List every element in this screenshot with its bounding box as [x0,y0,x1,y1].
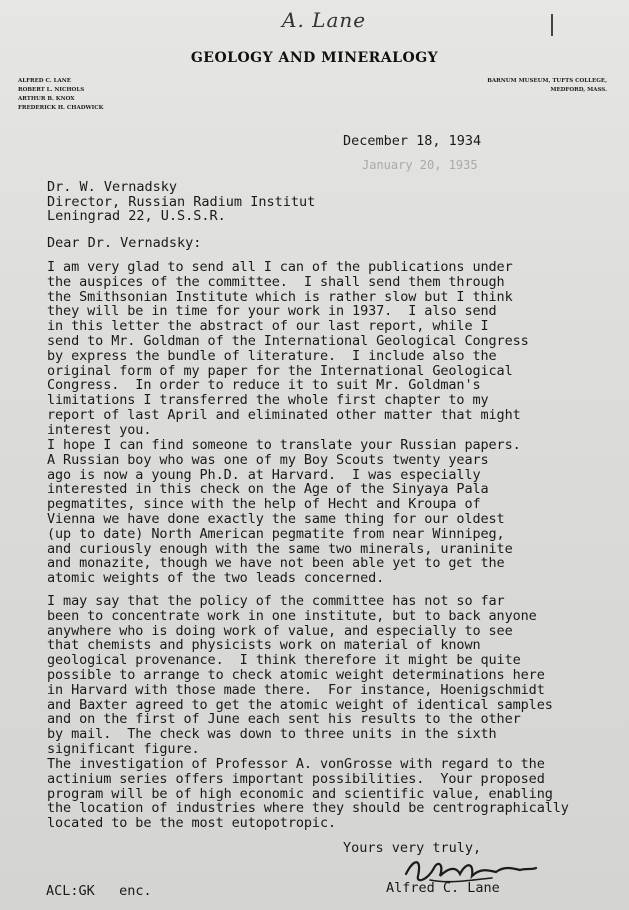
text-line: the auspices of the committee. I shall send them through [47,273,505,290]
text-line: send to Mr. Goldman of the International Geological Congress [47,332,529,349]
text-line: by express the bundle of literature. I include also the [47,347,497,364]
text-line: that chemists and physicists work on material of known [47,637,481,654]
text-line: the Smithsonian Institute which is rather slow but I think [47,288,513,305]
text-line: program will be of high economic and scientific value, enabling [47,785,553,802]
text-line: possible to arrange to check atomic weight determinations here [47,666,545,683]
text-line: The investigation of Professor A. vonGrosse with regard to the [47,756,545,772]
addressee-line: Director, Russian Radium Institut [47,193,316,210]
letter-date: December 18, 1934 [343,133,482,149]
paragraph-4 [47,757,622,831]
text-line: significant figure. [47,740,200,757]
addressee-line: Dr. W. Vernadsky [47,179,178,195]
text-line: I hope I can find someone to translate your Russian papers. [47,437,521,453]
text-line: and curiously enough with the same two minerals, uraninite [47,540,513,557]
text-line: anywhere who is doing work of value, and especially to see [47,622,513,639]
paragraph-2 [47,438,622,586]
letterhead-name: ROBERT L. NICHOLS [18,87,85,93]
text-line: (up to date) North American pegmatite from near Winnipeg, [47,525,505,542]
signer-name: Alfred C. Lane [386,880,500,896]
text-line: and monazite, though we have not been able yet to get the [47,555,505,572]
text-line: interest you. [47,421,152,438]
text-line: original form of my paper for the International Geological [47,362,513,379]
letterhead-address-line: MEDFORD, MASS. [550,87,607,93]
letterhead-name: ALFRED C. LANE [18,78,71,84]
margin-mark [551,14,553,36]
bleed-through-date: January 20, 1935 [362,158,478,172]
text-line: actinium series offers important possibilities. Your proposed [47,770,545,787]
text-line: pegmatites, since with the help of Hecht and Kroupa of [47,496,481,513]
text-line: been to concentrate work in one institute, but to back anyone [47,607,537,624]
addressee-block [47,180,315,224]
text-line: and Baxter agreed to get the atomic weight of identical samples [47,696,553,713]
text-line: and on the first of June each sent his results to the other [47,711,521,728]
text-line: report of last April and eliminated other matter that might [47,406,521,423]
reference-initials: ACL:GK enc. [46,883,152,899]
paragraph-1 [47,260,622,438]
letterhead-names [18,77,103,113]
handwritten-note: A. Lane [282,8,367,32]
text-line: they will be in time for your work in 1937. I also send [47,303,497,320]
letterhead-name: FREDERICK H. CHADWICK [18,105,104,111]
text-line: atomic weights of the two leads concerned. [47,570,385,587]
closing: Yours very truly, [343,840,482,856]
text-line: A Russian boy who was one of my Boy Scouts twenty years [47,451,489,468]
text-line: limitations I transferred the whole first chapter to my [47,392,489,409]
letterhead-address-line: BARNUM MUSEUM, TUFTS COLLEGE, [487,78,607,84]
letterhead-name: ARTHUR B. KNOX [18,96,75,102]
paragraph-3 [47,594,622,757]
greeting: Dear Dr. Vernadsky: [47,235,202,251]
text-line: Vienna we have done exactly the same thing for our oldest [47,510,505,527]
letterhead-title: GEOLOGY AND MINERALOGY [190,50,439,66]
text-line: geological provenance. I think therefore it might be quite [47,652,521,669]
text-line: ago is now a young Ph.D. at Harvard. I was especially [47,466,481,483]
addressee-line: Leningrad 22, U.S.S.R. [47,208,226,225]
text-line: in this letter the abstract of our last report, while I [47,318,489,335]
text-line: the location of industries where they should be centrographically [47,800,569,817]
text-line: I may say that the policy of the committee has not so far [47,593,505,609]
text-line: in Harvard with those made there. For instance, Hoenigschmidt [47,681,545,698]
text-line: by mail. The check was down to three units in the sixth [47,726,497,743]
letterhead-address [487,77,607,95]
text-line: Congress. In order to reduce it to suit Mr. Goldman's [47,377,481,394]
text-line: I am very glad to send all I can of the publications under [47,259,513,275]
text-line: located to be the most eutopotropic. [47,815,336,832]
text-line: interested in this check on the Age of the Sinyaya Pala [47,481,489,498]
